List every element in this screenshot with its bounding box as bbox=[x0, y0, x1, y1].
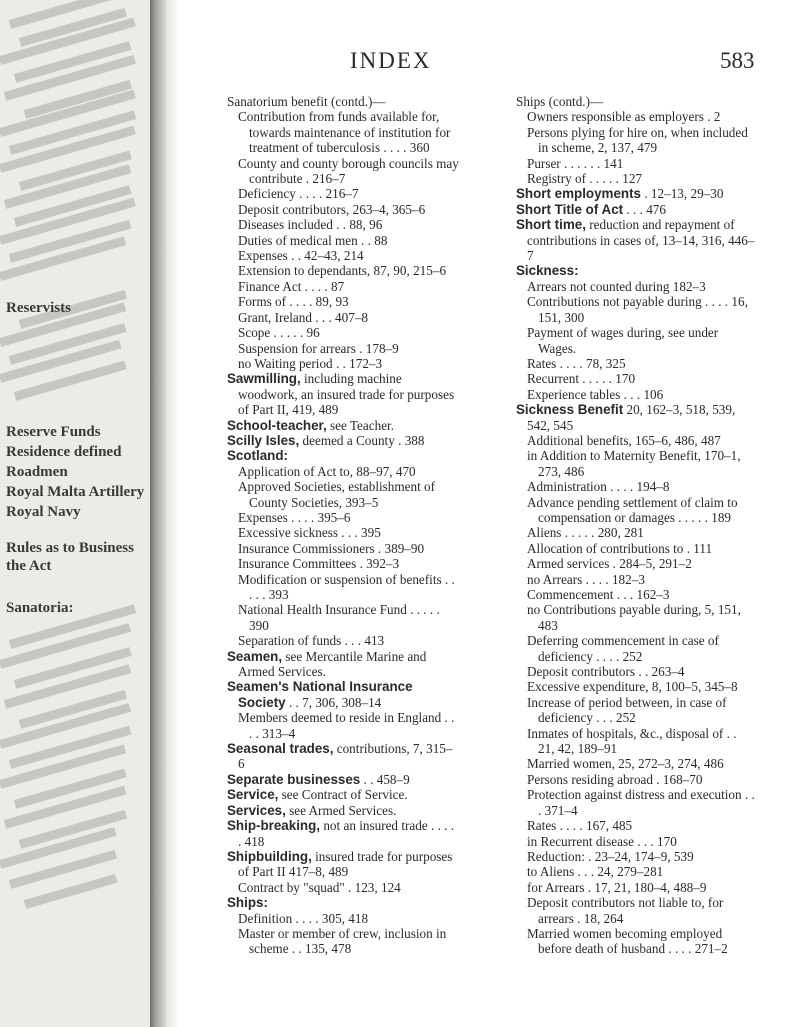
entry-text: Excessive sickness . . . 395 bbox=[238, 525, 381, 541]
index-subentry bbox=[227, 294, 459, 309]
entry-text: Excessive expenditure, 8, 100–5, 345–8 bbox=[527, 679, 738, 695]
index-heading-entry bbox=[227, 741, 459, 772]
entry-text: Extension to dependants, 87, 90, 215–6 bbox=[238, 263, 447, 279]
index-subentry bbox=[227, 263, 459, 278]
entry-text: Finance Act . . . . 87 bbox=[238, 278, 345, 294]
entry-text: Application of Act to, 88–97, 470 bbox=[238, 463, 416, 479]
entry-text: Deposit contributors . . 263–4 bbox=[527, 664, 685, 680]
entry-text: Ships (contd.)— bbox=[516, 94, 604, 109]
bleed-word: Royal Navy bbox=[6, 504, 81, 520]
entry-text: Payment of wages during, see under Wages. bbox=[527, 325, 719, 356]
index-locator: 20, 162–3, 518, 539, 542, 545 bbox=[527, 402, 736, 433]
entry-text: Deferring commencement in case of deficiency . . . . 252 bbox=[527, 633, 719, 664]
index-subentry bbox=[227, 911, 459, 926]
entry-text: Master or member of crew, inclusion in scheme . . 135, 478 bbox=[238, 925, 447, 957]
entry-text bbox=[227, 803, 459, 818]
running-head: INDEX bbox=[350, 48, 432, 73]
index-heading-entry bbox=[227, 433, 459, 448]
entry-text: Purser . . . . . . 141 bbox=[527, 155, 624, 171]
index-subentry bbox=[516, 695, 756, 726]
entry-text: Expenses . . 42–43, 214 bbox=[238, 248, 364, 264]
index-heading-entry bbox=[227, 418, 459, 433]
entry-text: Inmates of hospitals, &c., disposal of . . 21, 42, 189–91 bbox=[527, 725, 737, 757]
index-subentry bbox=[516, 171, 756, 186]
index-subentry bbox=[227, 233, 459, 248]
index-subentry bbox=[516, 433, 756, 448]
index-heading-entry bbox=[227, 772, 459, 787]
index-subentry bbox=[516, 602, 756, 633]
index-heading-entry bbox=[227, 371, 459, 417]
entry-text: Additional benefits, 165–6, 486, 487 bbox=[527, 432, 721, 448]
entry-text: Administration . . . . 194–8 bbox=[527, 479, 670, 495]
index-term: Scilly Isles, bbox=[227, 432, 300, 448]
index-term: Ship-breaking, bbox=[227, 818, 321, 834]
entry-text bbox=[227, 787, 459, 802]
page-gutter bbox=[166, 0, 180, 1027]
entry-text: Contributions not payable during . . . . 16, 151, 300 bbox=[527, 294, 748, 325]
index-heading-entry bbox=[227, 448, 459, 463]
index-subentry bbox=[227, 341, 459, 356]
index-locator: . . 458–9 bbox=[360, 771, 410, 787]
entry-text: Deposit contributors, 263–4, 365–6 bbox=[238, 201, 426, 217]
index-subentry bbox=[516, 479, 756, 494]
index-locator: including machine woodwork, an insured trade for purposes of Part II, 419, 489 bbox=[238, 371, 455, 418]
entry-text: to Aliens . . . 24, 279–281 bbox=[527, 864, 664, 880]
entry-text: Advance pending settlement of claim to compensation or damages . . . . . 189 bbox=[527, 494, 738, 525]
index-continued-entry bbox=[516, 94, 756, 109]
entry-text bbox=[227, 849, 459, 880]
index-subentry bbox=[516, 787, 756, 818]
facing-page-bleed bbox=[0, 0, 150, 1027]
entry-text: Definition . . . . 305, 418 bbox=[238, 910, 369, 926]
index-locator: see Armed Services. bbox=[285, 802, 397, 818]
index-subentry bbox=[516, 448, 756, 479]
entry-text: Allocation of contributions to . 111 bbox=[527, 540, 713, 556]
entry-text: Registry of . . . . . 127 bbox=[527, 171, 643, 187]
index-subentry bbox=[516, 325, 756, 356]
index-subentry bbox=[227, 186, 459, 201]
index-subentry bbox=[227, 156, 459, 187]
entry-text bbox=[516, 217, 756, 263]
index-subentry bbox=[516, 849, 756, 864]
entry-text: Deposit contributors not liable to, for arrears . 18, 264 bbox=[527, 895, 724, 926]
index-locator: deemed a County . 388 bbox=[299, 432, 425, 448]
entry-text: Suspension for arrears . 178–9 bbox=[238, 340, 399, 356]
index-term: Service, bbox=[227, 787, 279, 803]
index-subentry bbox=[516, 387, 756, 402]
index-locator: see Mercantile Marine and Armed Services. bbox=[238, 648, 427, 680]
index-heading-entry bbox=[516, 402, 756, 433]
entry-text: no Arrears . . . . 182–3 bbox=[527, 571, 645, 587]
index-column-right bbox=[516, 94, 756, 957]
entry-text bbox=[516, 402, 756, 433]
index-term: Short Title of Act bbox=[516, 201, 624, 217]
entry-text: Separation of funds . . . 413 bbox=[238, 633, 385, 649]
entry-text: Members deemed to reside in England . . . . 313–4 bbox=[238, 710, 455, 741]
index-subentry bbox=[516, 109, 756, 124]
entry-text: Married women becoming employed before death of husband . . . . 271–2 bbox=[527, 925, 728, 957]
index-term: School-teacher, bbox=[227, 417, 327, 433]
entry-text: Armed services . 284–5, 291–2 bbox=[527, 556, 692, 572]
index-heading-entry bbox=[227, 849, 459, 880]
index-subentry bbox=[516, 495, 756, 526]
index-subentry bbox=[516, 818, 756, 833]
index-term: Seamen, bbox=[227, 648, 283, 664]
index-term: Services, bbox=[227, 802, 286, 818]
index-term: Short time, bbox=[516, 217, 586, 233]
entry-text bbox=[227, 448, 459, 463]
index-term: Seasonal trades, bbox=[227, 741, 334, 757]
page-number: 583 bbox=[720, 48, 755, 73]
entry-text: Sanatorium benefit (contd.)— bbox=[227, 94, 386, 109]
index-locator: insured trade for purposes of Part II 417–8, 489 bbox=[238, 848, 453, 880]
bleed-word: Residence defined bbox=[6, 444, 122, 460]
index-term: Sickness: bbox=[516, 263, 579, 279]
bleed-word: Rules as to Business bbox=[6, 540, 134, 556]
entry-text: County and county borough councils may contribute . 216–7 bbox=[238, 155, 459, 187]
index-subentry bbox=[516, 834, 756, 849]
entry-text bbox=[516, 202, 756, 217]
entry-text: Insurance Commissioners . 389–90 bbox=[238, 540, 425, 556]
entry-text: Reduction: . 23–24, 174–9, 539 bbox=[527, 848, 694, 864]
index-subentry bbox=[516, 726, 756, 757]
entry-text bbox=[227, 371, 459, 417]
entry-text: Persons plying for hire on, when included in scheme, 2, 137, 479 bbox=[527, 124, 748, 156]
index-heading-entry bbox=[227, 818, 459, 849]
entry-text: Married women, 25, 272–3, 274, 486 bbox=[527, 756, 724, 772]
index-term: Sawmilling, bbox=[227, 371, 301, 387]
entry-text: Insurance Committees . 392–3 bbox=[238, 556, 400, 572]
index-term: Scotland: bbox=[227, 448, 289, 464]
index-subentry bbox=[227, 310, 459, 325]
entry-text: Grant, Ireland . . . 407–8 bbox=[238, 309, 369, 325]
book-spine-shadow bbox=[150, 0, 166, 1027]
index-locator: reduction and repayment of contributions in cases of, 13–14, 316, 446–7 bbox=[527, 217, 755, 264]
bleed-word: Royal Malta Artillery bbox=[6, 484, 145, 500]
index-term: Short employments bbox=[516, 186, 642, 202]
entry-text: no Contributions payable during, 5, 151, 483 bbox=[527, 602, 741, 633]
bleed-word: Sanatoria: bbox=[6, 600, 74, 616]
index-locator: see Contract of Service. bbox=[278, 787, 408, 803]
index-subentry bbox=[516, 356, 756, 371]
index-heading-entry bbox=[227, 787, 459, 802]
entry-text: Arrears not counted during 182–3 bbox=[527, 278, 706, 294]
index-column-left bbox=[227, 94, 459, 957]
index-heading-entry bbox=[516, 217, 756, 263]
index-heading-entry bbox=[516, 263, 756, 278]
index-subentry bbox=[227, 109, 459, 155]
entry-text: Protection against distress and execution . . . 371–4 bbox=[527, 787, 755, 818]
entry-text: Rates . . . . 167, 485 bbox=[527, 818, 633, 834]
index-term: Separate businesses bbox=[227, 771, 361, 787]
entry-text: Increase of period between, in case of deficiency . . . 252 bbox=[527, 694, 727, 726]
index-subentry bbox=[227, 279, 459, 294]
index-subentry bbox=[227, 525, 459, 540]
entry-text: Expenses . . . . 395–6 bbox=[238, 509, 351, 525]
index-subentry bbox=[516, 772, 756, 787]
index-subentry bbox=[516, 895, 756, 926]
index-term: Seamen's National Insurance Society bbox=[227, 679, 413, 710]
index-heading-entry bbox=[227, 803, 459, 818]
index-locator: contributions, 7, 315–6 bbox=[238, 741, 453, 772]
index-locator: . . 7, 306, 308–14 bbox=[285, 694, 382, 710]
index-subentry bbox=[227, 217, 459, 232]
index-subentry bbox=[516, 926, 756, 957]
entry-text: Rates . . . . 78, 325 bbox=[527, 355, 626, 371]
entry-text bbox=[227, 818, 459, 849]
index-subentry bbox=[227, 248, 459, 263]
index-subentry bbox=[227, 602, 459, 633]
entry-text: National Health Insurance Fund . . . . . 390 bbox=[238, 602, 440, 633]
index-subentry bbox=[227, 926, 459, 957]
entry-text bbox=[227, 418, 459, 433]
index-subentry bbox=[227, 356, 459, 371]
index-locator: see Teacher. bbox=[326, 417, 395, 433]
entry-text: Owners responsible as employers . 2 bbox=[527, 109, 721, 125]
entry-text: Aliens . . . . . 280, 281 bbox=[527, 525, 644, 541]
index-subentry bbox=[227, 556, 459, 571]
index-subentry bbox=[516, 279, 756, 294]
entry-text bbox=[227, 649, 459, 680]
entry-text: Recurrent . . . . . 170 bbox=[527, 371, 636, 387]
index-subentry bbox=[516, 633, 756, 664]
entry-text bbox=[227, 679, 459, 710]
bleed-word: Roadmen bbox=[6, 464, 68, 480]
entry-text bbox=[227, 895, 459, 910]
index-subentry bbox=[227, 633, 459, 648]
index-subentry bbox=[227, 479, 459, 510]
index-subentry bbox=[516, 371, 756, 386]
index-subentry bbox=[227, 541, 459, 556]
index-heading-entry bbox=[516, 202, 756, 217]
index-subentry bbox=[516, 864, 756, 879]
index-term: Ships: bbox=[227, 895, 268, 911]
index-heading-entry bbox=[227, 649, 459, 680]
index-term: Sickness Benefit bbox=[516, 402, 624, 418]
entry-text: Forms of . . . . 89, 93 bbox=[238, 294, 349, 310]
index-subentry bbox=[516, 664, 756, 679]
entry-text: Diseases included . . 88, 96 bbox=[238, 217, 383, 233]
index-heading-entry bbox=[227, 895, 459, 910]
entry-text: Persons residing abroad . 168–70 bbox=[527, 771, 703, 787]
index-subentry bbox=[227, 710, 459, 741]
entry-text bbox=[516, 186, 756, 201]
entry-text: Approved Societies, establishment of County Societies, 393–5 bbox=[238, 479, 436, 510]
index-subentry bbox=[516, 679, 756, 694]
entry-text: Duties of medical men . . 88 bbox=[238, 232, 388, 248]
index-subentry bbox=[516, 587, 756, 602]
entry-text bbox=[227, 433, 459, 448]
index-heading-entry bbox=[516, 186, 756, 201]
entry-text: Deficiency . . . . 216–7 bbox=[238, 186, 359, 202]
bleed-word: Reservists bbox=[6, 300, 71, 316]
index-subentry bbox=[516, 556, 756, 571]
index-locator: not an insured trade . . . . . 418 bbox=[238, 818, 455, 849]
bleed-word: the Act bbox=[6, 558, 52, 574]
index-subentry bbox=[227, 572, 459, 603]
bleed-word: Reserve Funds bbox=[6, 424, 101, 440]
index-subentry bbox=[227, 202, 459, 217]
index-locator: . . . 476 bbox=[623, 201, 666, 217]
index-subentry bbox=[516, 756, 756, 771]
index-subentry bbox=[516, 156, 756, 171]
entry-text: Commencement . . . 162–3 bbox=[527, 587, 670, 602]
index-subentry bbox=[516, 880, 756, 895]
entry-text bbox=[516, 263, 756, 278]
entry-text bbox=[227, 772, 459, 787]
entry-text: no Waiting period . . 172–3 bbox=[238, 355, 383, 371]
entry-text: Experience tables . . . 106 bbox=[527, 386, 664, 402]
index-subentry bbox=[227, 464, 459, 479]
index-locator: . 12–13, 29–30 bbox=[641, 186, 724, 202]
entry-text: for Arrears . 17, 21, 180–4, 488–9 bbox=[527, 879, 707, 895]
entry-text: Scope . . . . . 96 bbox=[238, 325, 320, 341]
entry-text: in Recurrent disease . . . 170 bbox=[527, 833, 677, 849]
index-subentry bbox=[516, 525, 756, 540]
index-subentry bbox=[516, 294, 756, 325]
index-subentry bbox=[227, 325, 459, 340]
index-term: Shipbuilding, bbox=[227, 848, 312, 864]
index-subentry bbox=[227, 510, 459, 525]
entry-text bbox=[227, 741, 459, 772]
index-heading-entry bbox=[227, 679, 459, 710]
index-subentry bbox=[516, 541, 756, 556]
entry-text: Contract by "squad" . 123, 124 bbox=[238, 879, 401, 895]
index-continued-entry bbox=[227, 94, 459, 109]
entry-text: in Addition to Maternity Benefit, 170–1, 273, 486 bbox=[527, 448, 741, 479]
entry-text: Contribution from funds available for, towards maintenance of institution for treatment of tuberculosis . . . . 360 bbox=[238, 109, 451, 156]
index-subentry bbox=[227, 880, 459, 895]
index-subentry bbox=[516, 125, 756, 156]
index-subentry bbox=[516, 572, 756, 587]
entry-text: Modification or suspension of benefits . . . . . 393 bbox=[238, 571, 455, 602]
